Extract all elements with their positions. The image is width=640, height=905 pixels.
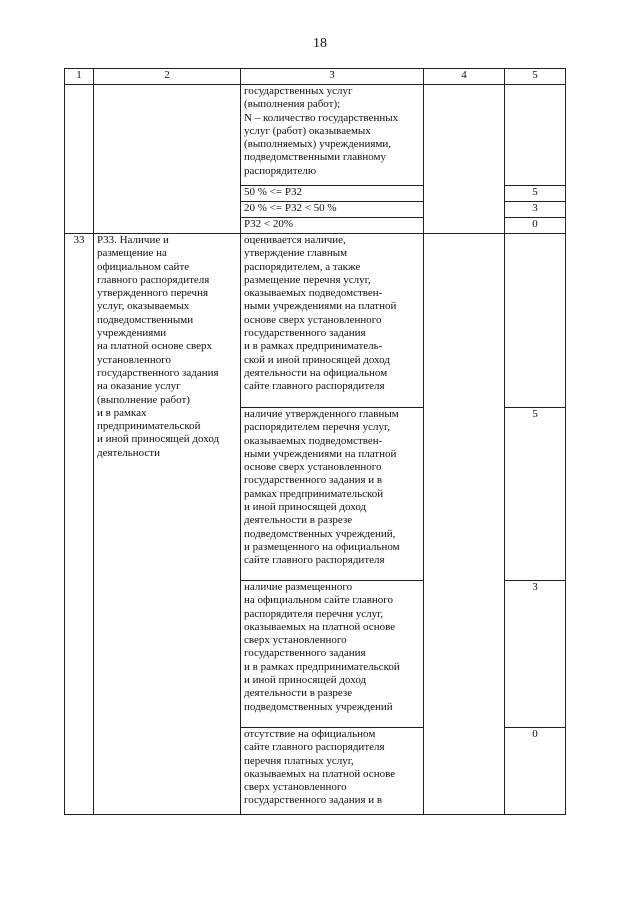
criterion-text: отсутствие на официальном сайте главного распорядителя перечня платных услуг, оказываемых на платной основе сверх установленного государственного задания и в [241, 728, 424, 815]
table-row [65, 234, 566, 408]
score-cell: 5 [505, 408, 566, 581]
score-cell: 0 [505, 728, 566, 815]
header-col-1: 1 [65, 69, 94, 85]
criterion-text: наличие утвержденного главным распорядителем перечня услуг, оказываемых подведомствен- ными учреждениями на платной основе сверх установленного государственного задания и в рамках предпринимательской и иной приносящей доход деятельности в разрезе подведомственных учреждений, и размещенного на официальном сайте главного распорядителя [241, 408, 424, 581]
criterion-cell: P32 < 20% [241, 218, 424, 234]
indicator-description: P33. Наличие и размещение на официальном сайте главного распорядителя утвержденного перечня услуг, оказываемых подведомственными учреждениями на платной основе сверх установленного государственного задания на оказание услуг (выполнение работ) и в рамках предпринимательской и иной приносящей доход деятельности [94, 234, 241, 815]
header-col-5: 5 [505, 69, 566, 85]
criterion-cell: 50 % <= P32 [241, 186, 424, 202]
header-col-3: 3 [241, 69, 424, 85]
page-number: 18 [313, 36, 327, 51]
criteria-table [64, 68, 566, 815]
col4-cell [424, 234, 505, 815]
continuation-text: государственных услуг (выполнения работ); N – количество государственных услуг (работ) оказываемых (выполняемых) учреждениями, подведомственными главному распорядителю [241, 85, 424, 186]
score-cell: 0 [505, 218, 566, 234]
table-header-row [65, 69, 566, 85]
evaluation-intro: оценивается наличие, утверждение главным распорядителем, а также размещение перечня услуг, оказываемых подведомствен- ными учреждениями на платной основе сверх установленного государственного задания и в рамках предприниматель- ской и иной приносящей доход деятельности на официальном сайте главного распорядителя [241, 234, 424, 408]
col4-cell [424, 85, 505, 234]
number-cell-empty [65, 85, 94, 234]
score-cell: 3 [505, 581, 566, 728]
indicator-cell-empty [94, 85, 241, 234]
score-cell: 3 [505, 202, 566, 218]
row-number: 33 [65, 234, 94, 815]
score-cell-empty [505, 85, 566, 186]
header-col-4: 4 [424, 69, 505, 85]
criterion-text: наличие размещенного на официальном сайте главного распорядителя перечня услуг, оказываемых на платной основе сверх установленного государственного задания и в рамках предпринимательской и иной приносящей доход деятельности в разрезе подведомственных учреждений [241, 581, 424, 728]
score-cell-empty [505, 234, 566, 408]
table-row [65, 85, 566, 186]
header-col-2: 2 [94, 69, 241, 85]
score-cell: 5 [505, 186, 566, 202]
criterion-cell: 20 % <= P32 < 50 % [241, 202, 424, 218]
